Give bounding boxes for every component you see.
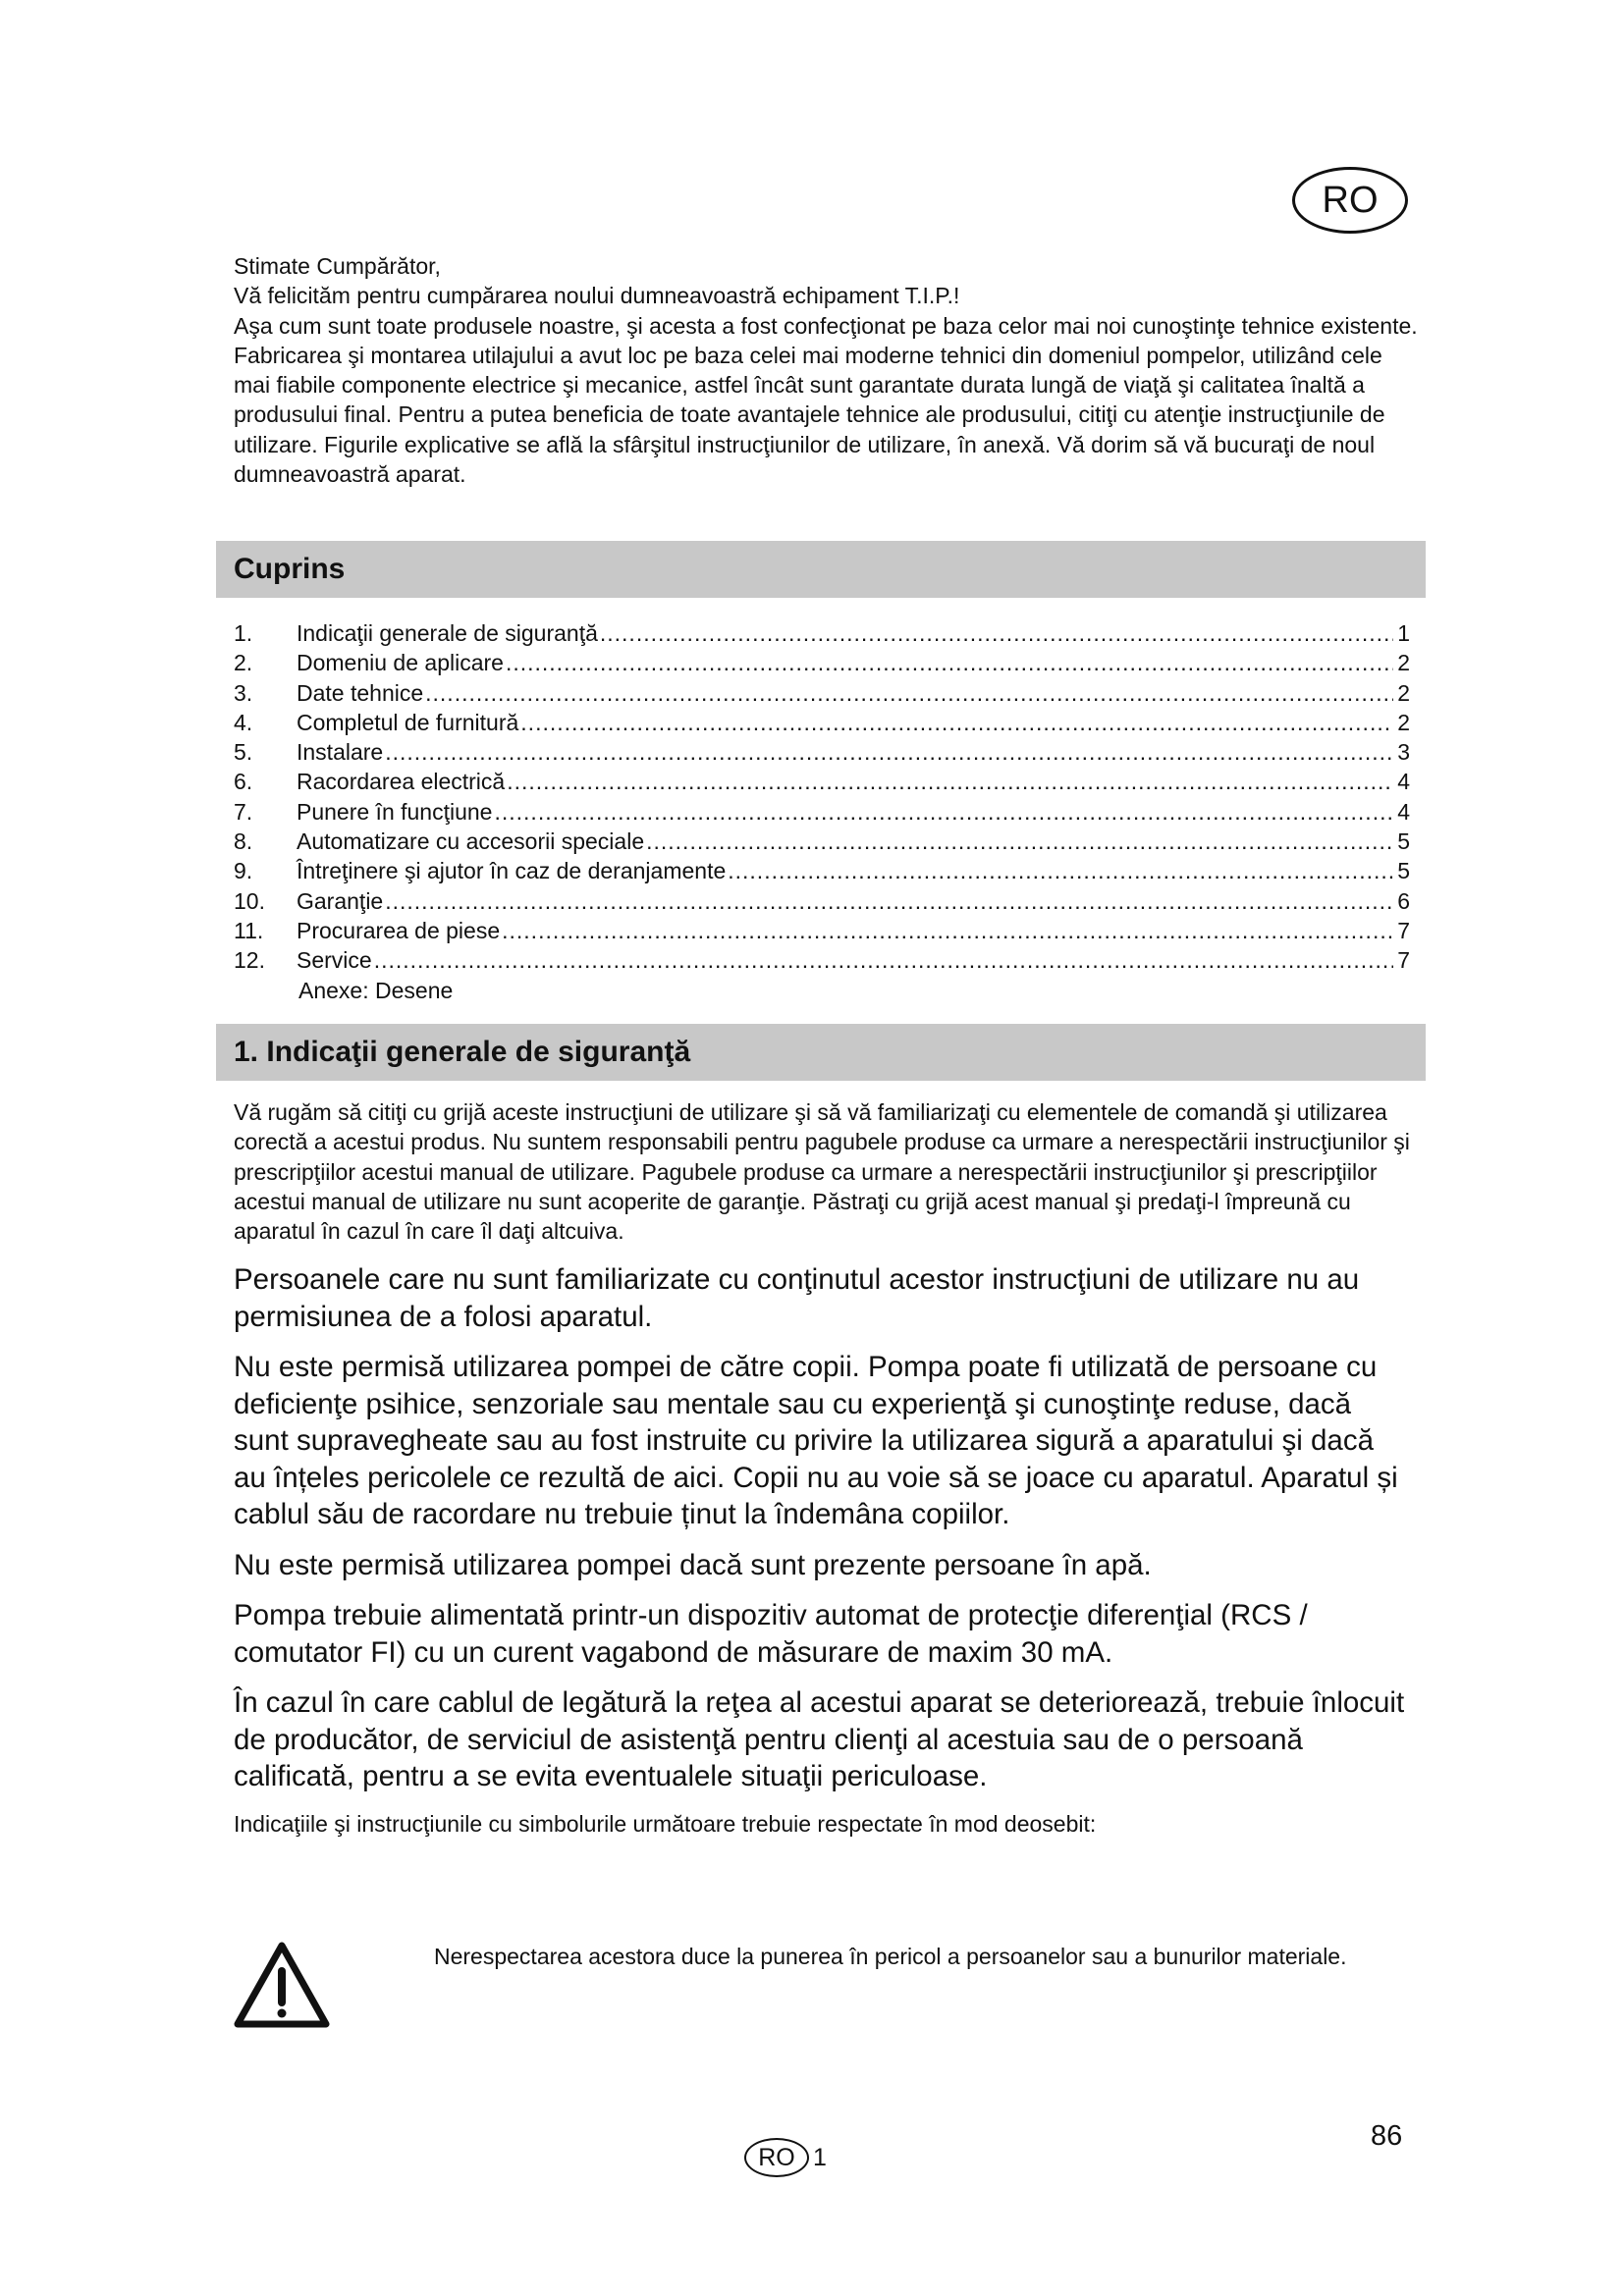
toc-dot-leader [385,886,1393,916]
toc-item-page: 2 [1397,709,1410,735]
toc-item-page: 3 [1397,739,1410,766]
toc-item [234,797,1410,827]
toc-item [234,708,1410,737]
toc-item-title: Service [297,947,372,974]
footer-section-page: 1 [813,2143,827,2171]
toc-item-page: 7 [1397,917,1410,943]
toc-item-title: Indicaţii generale de siguranţă [297,620,598,646]
footer-language-badge: RO [744,2138,809,2177]
toc-item-title: Completul de furnitură [297,709,519,735]
toc-item [234,856,1410,885]
toc-item-number: 4. [234,709,253,735]
toc-dot-leader [385,737,1393,767]
section-1-paragraph-1: Vă rugăm să citiţi cu grijă aceste instrucţiuni de utilizare şi să vă familiarizaţi cu elementele de comandă şi utilizarea corectă a acestui produs. Nu suntem responsabili pentru pagubele produse ca urmare a nerespectării instrucţiunilor şi prescripţiilor acestui manual de utilizare. Pagubele produse ca urmare a nerespectării instrucţiunilor şi prescripţiilor acestui manual de utilizare nu sunt acoperite de garanţie. Păstraţi cu grijă acest manual şi predaţi-l împreună cu aparatul în cazul în care îl daţi altcuiva. [234,1099,1410,1245]
toc-dot-leader [520,708,1393,737]
toc-item [234,618,1410,648]
warning-triangle-icon [234,1942,330,2028]
toc-item-page: 4 [1397,769,1410,795]
footer [744,2138,827,2177]
toc-item-number: 9. [234,858,253,884]
toc-item-title: Date tehnice [297,679,424,706]
section-1-heading: 1. Indicaţii generale de siguranţă [216,1024,1426,1081]
table-of-contents [234,618,1410,1005]
toc-dot-leader [425,678,1393,708]
symbols-intro: Indicaţiile şi instrucţiunile cu simbolurile următoare trebuie respectate în mod deosebit: [234,1810,1097,1837]
toc-item-title: Racordarea electrică [297,769,506,795]
toc-item-page: 1 [1397,620,1410,646]
toc-item-title: Instalare [297,739,384,766]
section-1-paragraph-4: Nu este permisă utilizarea pompei dacă sunt prezente persoane în apă. [234,1548,1152,1581]
greeting: Stimate Cumpărător, [234,253,441,279]
toc-dot-leader [374,945,1394,975]
intro-body: Aşa cum sunt toate produsele noastre, şi acesta a fost confecţionat pe baza celor mai noi cunoştinţe tehnice existente. Fabricarea şi montarea utilajului a avut loc pe baza celei mai moderne tehnici din domeniul pompelor, utilizând cele mai fiabile componente electrice şi mecanice, astfel încât sunt garantate durata lungă de viaţă şi calitatea înaltă a produsului final. Pentru a putea beneficia de toate avantajele tehnice ale produsului, citiţi cu atenţie instrucţiunile de utilizare. Figurile explicative se află la sfârşitul instrucţiunilor de utilizare, în anexă. Vă dorim să vă bucuraţi de noul dumneavoastră aparat. [234,312,1418,488]
toc-dot-leader [494,797,1393,827]
toc-item-page: 2 [1397,650,1410,676]
toc-annex: Anexe: Desene [298,977,454,1003]
warning-row [234,1942,1412,2030]
section-1-paragraph-5: Pompa trebuie alimentată printr-un dispozitiv automat de protecţie diferenţial (RCS / comutator FI) cu un curent vagabond de măsurare de maxim 30 mA. [234,1599,1308,1669]
warning-text: Nerespectarea acestora duce la punerea în pericol a persoanelor sau a bunurilor materiale. [434,1944,1347,1969]
toc-item-number: 1. [234,620,253,646]
toc-item-number: 8. [234,828,253,855]
toc-item-title: Întreţinere şi ajutor în caz de deranjamente [297,858,727,884]
page-number: 86 [1371,2120,1403,2152]
toc-item-number: 11. [234,917,264,943]
toc-item [234,916,1410,945]
toc-item-title: Procurarea de piese [297,917,501,943]
language-badge: RO [1292,167,1408,234]
toc-item [234,648,1410,677]
toc-item [234,827,1410,856]
section-1-paragraph-3: Nu este permisă utilizarea pompei de către copii. Pompa poate fi utilizată de persoane cu deficienţe psihice, senzoriale sau mentale sau cu experienţă şi cunoştinţe reduse, dacă sunt supravegheate sau au fost instruite cu privire la utilizarea sigură a aparatului şi dacă au înțeles pericolele ce rezultă de aici. Copii nu au voie să se joace cu aparatul. Aparatul și cablul său de racordare nu trebuie ținut la îndemâna copiilor. [234,1351,1398,1531]
toc-item [234,945,1410,975]
toc-item-title: Garanţie [297,887,384,914]
toc-item-page: 5 [1397,828,1410,855]
section-1-body [234,1097,1412,1839]
toc-item [234,886,1410,916]
congratulations: Vă felicităm pentru cumpărarea noului dumneavoastră echipament T.I.P.! [234,283,960,309]
toc-dot-leader [507,767,1393,796]
toc-item-number: 3. [234,679,253,706]
toc-item-title: Automatizare cu accesorii speciale [297,828,645,855]
toc-item [234,678,1410,708]
toc-item [234,737,1410,767]
toc-item-page: 4 [1397,798,1410,825]
toc-item-number: 12. [234,947,265,974]
toc-heading: Cuprins [216,541,1426,598]
toc-item-page: 5 [1397,858,1410,884]
toc-item-number: 6. [234,769,253,795]
toc-item-title: Domeniu de aplicare [297,650,504,676]
toc-item-number: 5. [234,739,253,766]
section-1-paragraph-6: În cazul în care cablul de legătură la reţea al acestui aparat se deteriorează, trebuie înlocuit de producător, de serviciul de asistenţă pentru clienţi al acestuia sau de o persoană calificată, pentru a se evita eventualele situaţii periculoase. [234,1686,1405,1793]
toc-item-page: 2 [1397,679,1410,706]
toc-dot-leader [502,916,1393,945]
toc-item [234,767,1410,796]
toc-dot-leader [506,648,1393,677]
toc-item-title: Punere în funcţiune [297,798,493,825]
toc-item-page: 6 [1397,887,1410,914]
toc-dot-leader [728,856,1393,885]
toc-dot-leader [600,618,1393,648]
intro-block [234,251,1422,489]
section-1-paragraph-2: Persoanele care nu sunt familiarizate cu conţinutul acestor instrucţiuni de utilizare nu au permisiunea de a folosi aparatul. [234,1263,1360,1333]
toc-item-number: 10. [234,887,265,914]
toc-item-number: 7. [234,798,253,825]
toc-item-page: 7 [1397,947,1410,974]
toc-item-number: 2. [234,650,253,676]
toc-dot-leader [646,827,1393,856]
